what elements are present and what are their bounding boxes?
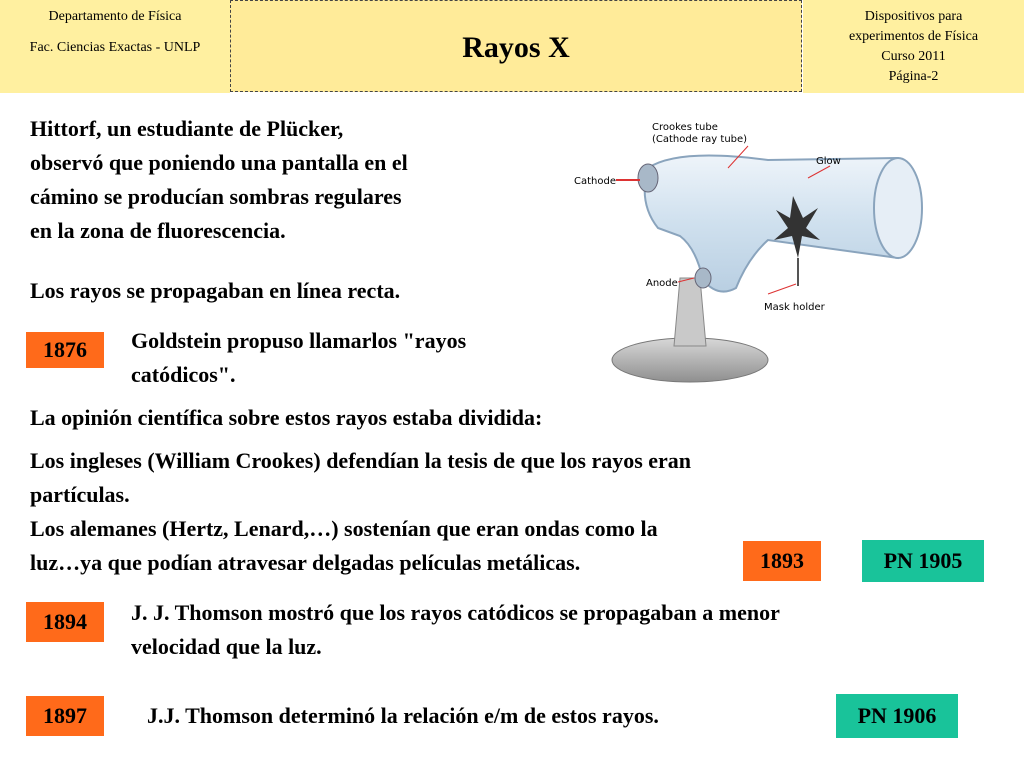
course-line-2: experimentos de Física: [848, 29, 979, 44]
text-line: Los ingleses (William Crookes) defendían la tesis de que los rayos eran: [30, 448, 692, 473]
page-title: Rayos X: [462, 31, 570, 64]
german-text: [30, 512, 850, 580]
nobel-badge-1906: PN 1906: [836, 694, 958, 738]
page-number: Página-2: [888, 69, 939, 84]
text-line: Los alemanes (Hertz, Lenard,…) sostenían que eran ondas como la: [30, 516, 658, 541]
text-line: luz…ya que podían atravesar delgadas películas metálicas.: [30, 550, 581, 575]
text-line: cámino se producían sombras regulares: [30, 184, 402, 209]
thomson-1894-text: [131, 596, 1011, 664]
text-line: J. J. Thomson mostró que los rayos catódicos se propagaban a menor: [131, 600, 780, 625]
header-left: [0, 0, 230, 93]
text-line: Hittorf, un estudiante de Plücker,: [30, 116, 344, 141]
goldstein-text: [131, 324, 571, 392]
header-right: [803, 0, 1024, 93]
figure-label-tube: Crookes tube: [652, 122, 718, 133]
department-label: Departamento de Física: [48, 9, 182, 24]
year-badge-1897: 1897: [26, 696, 104, 736]
figure-label-tube-sub: (Cathode ray tube): [652, 134, 748, 145]
english-text: [30, 444, 930, 512]
text-line: partículas.: [30, 482, 130, 507]
faculty-label: Fac. Ciencias Exactas - UNLP: [29, 40, 201, 55]
nobel-badge-1905: PN 1905: [862, 540, 984, 582]
header-title-box: [230, 0, 802, 92]
hittorf-paragraph: [30, 112, 550, 248]
thomson-1897-text: J.J. Thomson determinó la relación e/m de estos rayos.: [147, 703, 659, 728]
text-line: Goldstein propuso llamarlos "rayos: [131, 328, 467, 353]
figure-label-mask-holder: Mask holder: [764, 302, 825, 313]
year-badge-1894: 1894: [26, 602, 104, 642]
year-badge-1876: 1876: [26, 332, 104, 368]
figure-label-glow: Glow: [816, 156, 841, 167]
text-line: observó que poniendo una pantalla en el: [30, 150, 408, 175]
course-line-3: Curso 2011: [881, 49, 946, 64]
figure-label-cathode: Cathode: [574, 176, 616, 187]
text-line: velocidad que la luz.: [131, 634, 322, 659]
year-badge-1893: 1893: [743, 541, 821, 581]
text-line: catódicos".: [131, 362, 236, 387]
propagation-text: Los rayos se propagaban en línea recta.: [30, 278, 401, 303]
opinion-text: La opinión científica sobre estos rayos estaba dividida:: [30, 405, 543, 430]
course-line-1: Dispositivos para: [864, 9, 963, 24]
crookes-tube-figure: [568, 108, 938, 398]
text-line: en la zona de fluorescencia.: [30, 218, 286, 243]
figure-label-anode: Anode: [646, 278, 678, 289]
